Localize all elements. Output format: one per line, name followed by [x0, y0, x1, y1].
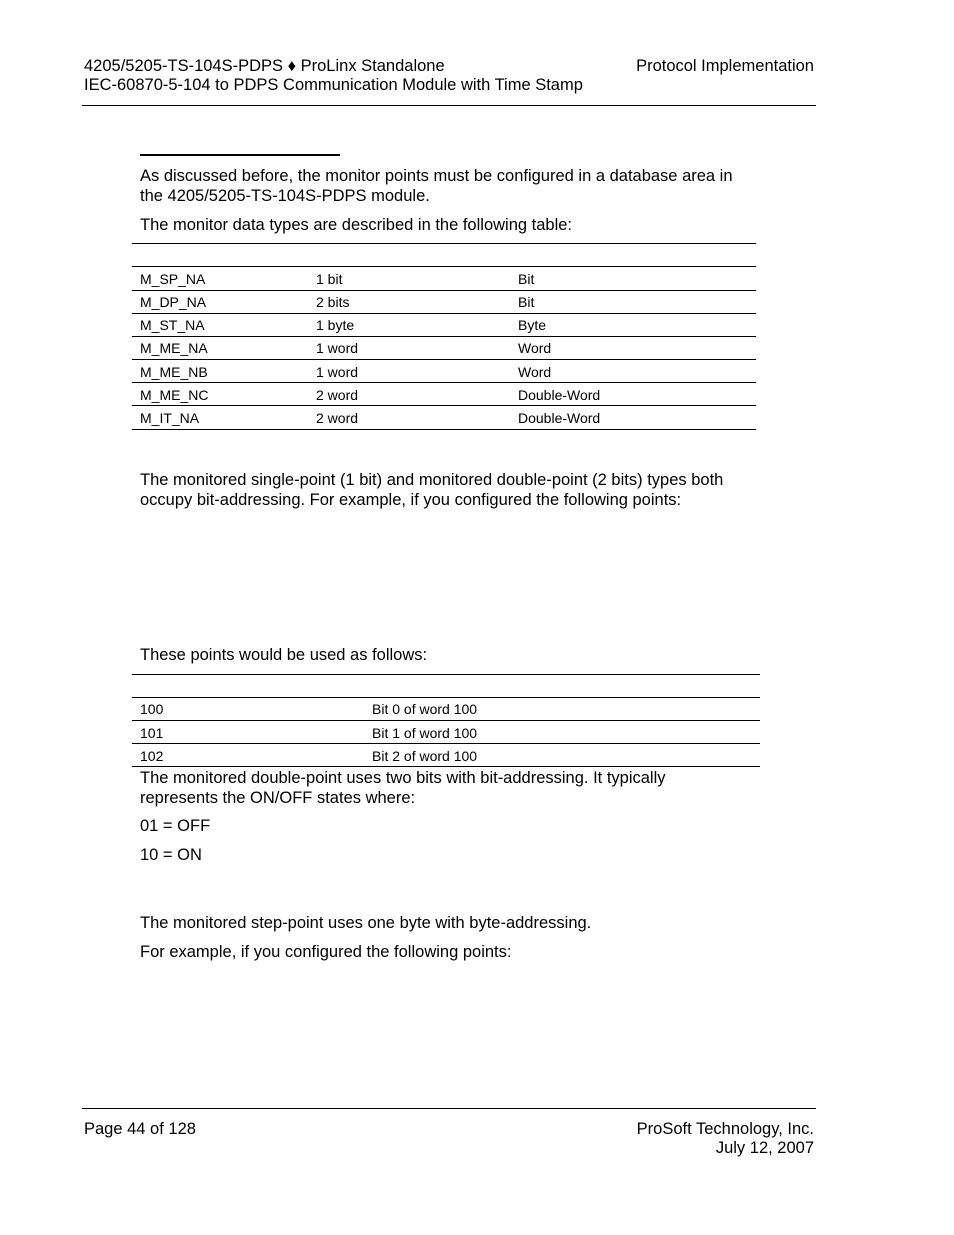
row-divider — [132, 290, 756, 291]
table-cell: 1 word — [316, 340, 359, 356]
table-cell: M_ME_NC — [140, 387, 209, 403]
state-on: 10 = ON — [140, 846, 202, 864]
step-point-text: The monitored step-point uses one byte with byte-addressing. — [140, 914, 592, 932]
table-cell: M_SP_NA — [140, 271, 206, 287]
table-cell: 1 bit — [316, 271, 343, 287]
step-example-text: For example, if you configured the following points: — [140, 943, 512, 961]
monitor-table-bottom-rule — [132, 429, 756, 430]
table-cell: M_ST_NA — [140, 317, 205, 333]
table-cell: M_DP_NA — [140, 294, 207, 310]
footer-company: ProSoft Technology, Inc. — [636, 1120, 814, 1138]
heading-underline — [140, 154, 340, 156]
row-divider — [132, 359, 756, 360]
page-number: Page 44 of 128 — [84, 1120, 196, 1138]
table-cell: M_ME_NB — [140, 364, 208, 380]
points-used-text: These points would be used as follows: — [140, 646, 428, 664]
header-rule — [82, 105, 816, 106]
footer-rule — [82, 1108, 816, 1109]
row-divider — [132, 743, 760, 744]
table-cell: 1 word — [316, 364, 359, 380]
intro-line-2: the 4205/5205-TS-104S-PDPS module. — [140, 187, 430, 205]
table-cell: Word — [518, 364, 552, 380]
table-cell: Double-Word — [518, 387, 601, 403]
points-table-header-rule — [132, 697, 760, 698]
table-cell: 1 byte — [316, 317, 355, 333]
intro-line-1: As discussed before, the monitor points must be configured in a database area in — [140, 167, 733, 185]
row-divider — [132, 720, 760, 721]
table-intro: The monitor data types are described in the following table: — [140, 216, 572, 234]
footer-date: July 12, 2007 — [715, 1139, 814, 1157]
table-cell: 2 word — [316, 387, 359, 403]
points-table-top-rule — [132, 674, 760, 675]
table-cell: Byte — [518, 317, 547, 333]
table-cell: 2 bits — [316, 294, 350, 310]
monitor-table-top-rule — [132, 243, 756, 244]
bit-addressing-line-2: occupy bit-addressing. For example, if you configured the following points: — [140, 491, 682, 509]
double-point-line-1: The monitored double-point uses two bits with bit-addressing. It typically — [140, 769, 666, 787]
points-table-bottom-rule — [132, 766, 760, 767]
table-cell: Bit 1 of word 100 — [372, 725, 478, 741]
table-cell: 100 — [140, 701, 164, 717]
table-cell: Bit 0 of word 100 — [372, 701, 478, 717]
table-cell: Bit 2 of word 100 — [372, 748, 478, 764]
double-point-line-2: represents the ON/OFF states where: — [140, 789, 416, 807]
header-subtitle: IEC-60870-5-104 to PDPS Communication Module with Time Stamp — [84, 76, 583, 94]
header-title: 4205/5205-TS-104S-PDPS ♦ ProLinx Standalone — [84, 57, 445, 75]
table-cell: 102 — [140, 748, 164, 764]
state-off: 01 = OFF — [140, 817, 211, 835]
row-divider — [132, 336, 756, 337]
table-cell: M_ME_NA — [140, 340, 208, 356]
row-divider — [132, 405, 756, 406]
table-cell: Word — [518, 340, 552, 356]
monitor-table-header-rule — [132, 266, 756, 267]
table-cell: Double-Word — [518, 410, 601, 426]
header-section: Protocol Implementation — [636, 57, 814, 75]
table-cell: M_IT_NA — [140, 410, 200, 426]
row-divider — [132, 382, 756, 383]
table-cell: 2 word — [316, 410, 359, 426]
table-cell: Bit — [518, 271, 535, 287]
bit-addressing-line-1: The monitored single-point (1 bit) and monitored double-point (2 bits) types both — [140, 471, 724, 489]
table-cell: 101 — [140, 725, 164, 741]
row-divider — [132, 313, 756, 314]
table-cell: Bit — [518, 294, 535, 310]
